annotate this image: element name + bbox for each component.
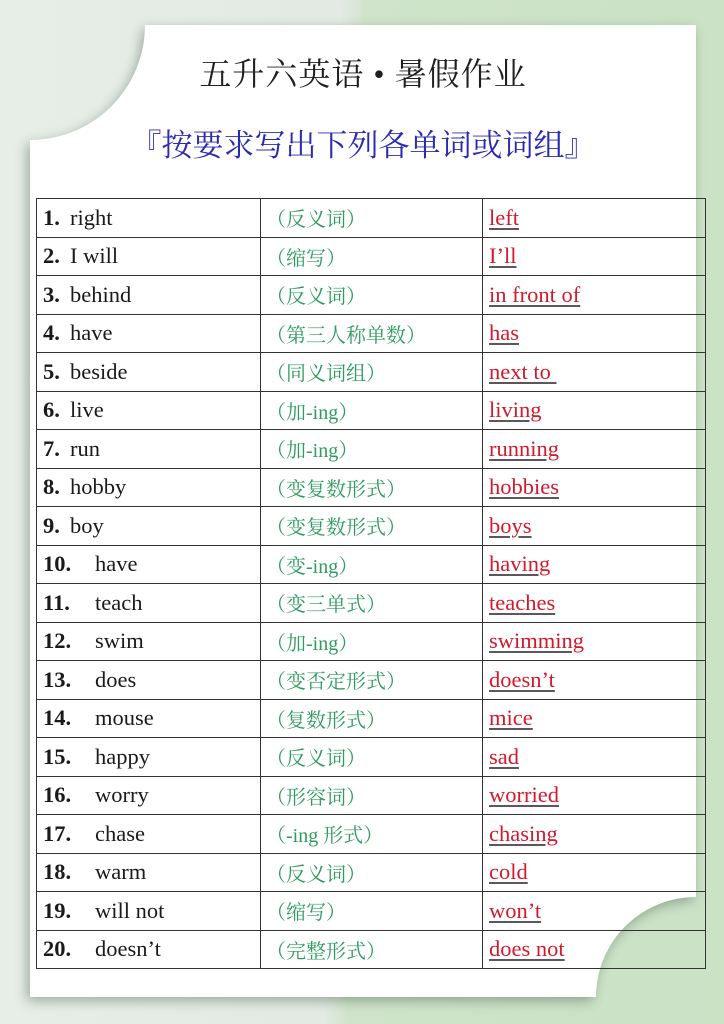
source-word: does	[95, 666, 137, 692]
answer-text: swimming	[489, 628, 585, 654]
word-cell	[37, 391, 261, 430]
answer-text: teaches	[489, 589, 556, 615]
word-cell	[37, 930, 261, 969]
hint-cell	[261, 353, 483, 392]
word-cell	[37, 199, 261, 238]
transformation-hint: （加-ing）	[266, 632, 359, 655]
answer-cell	[483, 661, 706, 700]
transformation-hint: （反义词）	[266, 748, 366, 771]
table-row	[37, 930, 706, 969]
transformation-hint: （加-ing）	[266, 440, 359, 463]
answer-cell	[483, 622, 706, 661]
transformation-hint: （反义词）	[266, 863, 366, 886]
source-word: warm	[95, 859, 147, 885]
hint-cell	[261, 584, 483, 623]
transformation-hint: （缩写）	[266, 902, 346, 925]
vocabulary-table	[36, 198, 706, 969]
exercise-instruction: 『按要求写出下列各单词或词组』	[130, 128, 596, 163]
table-row	[37, 776, 706, 815]
item-number: 13.	[43, 666, 72, 692]
transformation-hint: （反义词）	[266, 209, 366, 232]
answer-text: does not	[489, 936, 565, 962]
item-number: 19.	[43, 897, 72, 923]
item-number: 8.	[43, 474, 60, 500]
hint-cell	[261, 892, 483, 931]
source-word: swim	[95, 628, 144, 654]
word-cell	[37, 699, 261, 738]
table-row	[37, 738, 706, 777]
word-cell	[37, 237, 261, 276]
source-word: hobby	[70, 474, 127, 500]
table-row	[37, 507, 706, 546]
transformation-hint: （变三单式）	[266, 594, 386, 617]
answer-cell	[483, 892, 706, 931]
source-word: doesn’t	[95, 936, 161, 962]
item-number: 3.	[43, 281, 60, 307]
answer-cell	[483, 815, 706, 854]
source-word: have	[70, 320, 113, 346]
hint-cell	[261, 507, 483, 546]
answer-cell	[483, 507, 706, 546]
source-word: live	[70, 397, 104, 423]
table-row	[37, 853, 706, 892]
table-row	[37, 237, 706, 276]
source-word: will not	[95, 897, 165, 923]
table-row	[37, 622, 706, 661]
table-row	[37, 584, 706, 623]
source-word: beside	[70, 358, 128, 384]
hint-cell	[261, 391, 483, 430]
word-cell	[37, 853, 261, 892]
answer-text: doesn’t	[489, 666, 555, 692]
table-row	[37, 391, 706, 430]
word-cell	[37, 738, 261, 777]
item-number: 4.	[43, 320, 60, 346]
item-number: 2.	[43, 243, 60, 269]
transformation-hint: （变否定形式）	[266, 671, 406, 694]
answer-text: cold	[489, 859, 528, 885]
source-word: boy	[70, 512, 104, 538]
table-row	[37, 199, 706, 238]
hint-cell	[261, 776, 483, 815]
item-number: 7.	[43, 435, 60, 461]
word-cell	[37, 545, 261, 584]
transformation-hint: （变复数形式）	[266, 478, 406, 501]
item-number: 10.	[43, 551, 72, 577]
answer-text: running	[489, 435, 559, 461]
hint-cell	[261, 661, 483, 700]
transformation-hint: （-ing 形式）	[266, 825, 384, 848]
answer-cell	[483, 237, 706, 276]
answer-cell	[483, 699, 706, 738]
answer-text: won’t	[489, 897, 542, 923]
source-word: run	[70, 435, 100, 461]
source-word: behind	[70, 281, 132, 307]
answer-text: worried	[489, 782, 559, 808]
transformation-hint: （同义词组）	[266, 363, 386, 386]
source-word: teach	[95, 589, 143, 615]
hint-cell	[261, 199, 483, 238]
hint-cell	[261, 815, 483, 854]
transformation-hint: （形容词）	[266, 786, 366, 809]
source-word: have	[95, 551, 138, 577]
vocabulary-table-body	[37, 199, 706, 969]
hint-cell	[261, 853, 483, 892]
answer-cell	[483, 853, 706, 892]
answer-text: having	[489, 551, 551, 577]
item-number: 12.	[43, 628, 72, 654]
table-row	[37, 314, 706, 353]
hint-cell	[261, 430, 483, 469]
table-row	[37, 353, 706, 392]
answer-cell	[483, 276, 706, 315]
answer-cell	[483, 468, 706, 507]
word-cell	[37, 622, 261, 661]
item-number: 9.	[43, 512, 60, 538]
transformation-hint: （反义词）	[266, 286, 366, 309]
transformation-hint: （加-ing）	[266, 401, 359, 424]
transformation-hint: （完整形式）	[266, 940, 386, 963]
word-cell	[37, 661, 261, 700]
item-number: 17.	[43, 820, 72, 846]
item-number: 16.	[43, 782, 72, 808]
answer-cell	[483, 353, 706, 392]
answer-text: hobbies	[489, 474, 559, 500]
answer-text: mice	[489, 705, 533, 731]
source-word: I will	[70, 243, 119, 269]
source-word: right	[70, 204, 113, 230]
answer-cell	[483, 584, 706, 623]
source-word: chase	[95, 820, 145, 846]
answer-cell	[483, 199, 706, 238]
answer-cell	[483, 930, 706, 969]
answer-cell	[483, 430, 706, 469]
transformation-hint: （第三人称单数）	[266, 324, 426, 347]
hint-cell	[261, 738, 483, 777]
answer-text: next to	[489, 358, 557, 384]
table-row	[37, 430, 706, 469]
answer-cell	[483, 314, 706, 353]
item-number: 6.	[43, 397, 60, 423]
source-word: happy	[95, 743, 150, 769]
transformation-hint: （变复数形式）	[266, 517, 406, 540]
hint-cell	[261, 930, 483, 969]
table-row	[37, 276, 706, 315]
word-cell	[37, 430, 261, 469]
answer-text: in front of	[489, 281, 581, 307]
table-row	[37, 661, 706, 700]
table-row	[37, 815, 706, 854]
answer-text: chasing	[489, 820, 558, 846]
word-cell	[37, 892, 261, 931]
word-cell	[37, 507, 261, 546]
source-word: worry	[95, 782, 149, 808]
answer-text: has	[489, 320, 519, 346]
table-row	[37, 892, 706, 931]
hint-cell	[261, 314, 483, 353]
answer-cell	[483, 545, 706, 584]
hint-cell	[261, 545, 483, 584]
word-cell	[37, 468, 261, 507]
transformation-hint: （变-ing）	[266, 555, 359, 578]
answer-cell	[483, 738, 706, 777]
word-cell	[37, 776, 261, 815]
transformation-hint: （复数形式）	[266, 709, 386, 732]
item-number: 1.	[43, 204, 60, 230]
word-cell	[37, 276, 261, 315]
item-number: 15.	[43, 743, 72, 769]
hint-cell	[261, 237, 483, 276]
page-title: 五升六英语 • 暑假作业	[199, 56, 527, 92]
answer-text: left	[489, 204, 519, 230]
hint-cell	[261, 699, 483, 738]
answer-cell	[483, 391, 706, 430]
item-number: 11.	[43, 589, 70, 615]
answer-text: living	[489, 397, 542, 423]
answer-text: I’ll	[489, 243, 517, 269]
word-cell	[37, 353, 261, 392]
answer-cell	[483, 776, 706, 815]
item-number: 5.	[43, 358, 60, 384]
word-cell	[37, 584, 261, 623]
table-row	[37, 699, 706, 738]
item-number: 14.	[43, 705, 72, 731]
source-word: mouse	[95, 705, 154, 731]
word-cell	[37, 815, 261, 854]
answer-text: sad	[489, 743, 519, 769]
hint-cell	[261, 276, 483, 315]
word-cell	[37, 314, 261, 353]
answer-text: boys	[489, 512, 532, 538]
item-number: 18.	[43, 859, 72, 885]
item-number: 20.	[43, 936, 72, 962]
table-row	[37, 468, 706, 507]
table-row	[37, 545, 706, 584]
hint-cell	[261, 468, 483, 507]
transformation-hint: （缩写）	[266, 247, 346, 270]
hint-cell	[261, 622, 483, 661]
